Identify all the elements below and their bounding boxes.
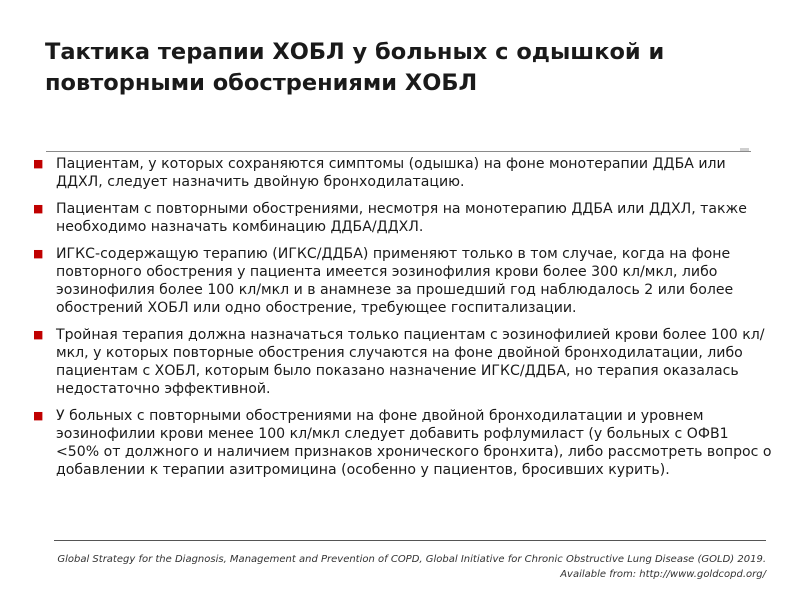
bullet-text: У больных с повторными обострениями на фоне двойной бронходилатации и уровнем эозинофилии крови менее 100 кл/мкл следует добавить рофлумиласт (у больных с ОФВ1 <50% от должного и наличием признаков хронического бронхита), либо рассмотреть вопрос о добавлении к терапии азитромицина (особенно у пациентов, бросивших курить). (56, 408, 772, 478)
bullet-square-icon: ■ (33, 157, 44, 170)
bullet-item-1 (32, 155, 772, 191)
bullet-square-icon: ■ (33, 202, 44, 215)
bullet-text: Пациентам, у которых сохраняются симптомы (одышка) на фоне монотерапии ДДБА или ДДХЛ, следует назначить двойную бронходилатацию. (56, 156, 726, 190)
bullet-item-5 (32, 407, 772, 479)
slide-title: Тактика терапии ХОБЛ у больных с одышкой и повторными обострениями ХОБЛ (45, 39, 665, 96)
bullet-item-4 (32, 326, 772, 398)
bullet-text: ИГКС-содержащую терапию (ИГКС/ДДБА) применяют только в том случае, когда на фоне повторного обострения у пациента имеется эозинофилия крови более 300 кл/мкл, либо эозинофилия более 100 кл/мкл и в анамнезе за прошедший год наблюдалось 2 или более обострений ХОБЛ или одно обострение, требующее госпитализации. (56, 246, 734, 316)
divider-accent (740, 148, 749, 151)
bullet-text: Тройная терапия должна назначаться только пациентам с эозинофилией крови более 100 кл/мкл, у которых повторные обострения случаются на фоне двойной бронходилатации, либо пациентам с ХОБЛ, которым было показано назначение ИГКС/ДДБА, но терапия оказалась недостаточно эффективной. (56, 327, 765, 397)
bullet-item-2 (32, 200, 772, 236)
bullet-square-icon: ■ (33, 328, 44, 341)
bullet-square-icon: ■ (33, 409, 44, 422)
title-divider (46, 151, 751, 152)
bullet-text: Пациентам с повторными обострениями, несмотря на монотерапию ДДБА или ДДХЛ, также необходимо назначать комбинацию ДДБА/ДДХЛ. (56, 201, 747, 235)
bullet-square-icon: ■ (33, 247, 44, 260)
bullet-list (32, 155, 772, 488)
bullet-item-3 (32, 245, 772, 317)
source-citation: Global Strategy for the Diagnosis, Management and Prevention of COPD, Global Initiative for Chronic Obstructive Lung Disease (GOLD) 2019. Available from: http://www.goldcopd.org/ (57, 554, 766, 580)
overlap-line (54, 540, 766, 541)
